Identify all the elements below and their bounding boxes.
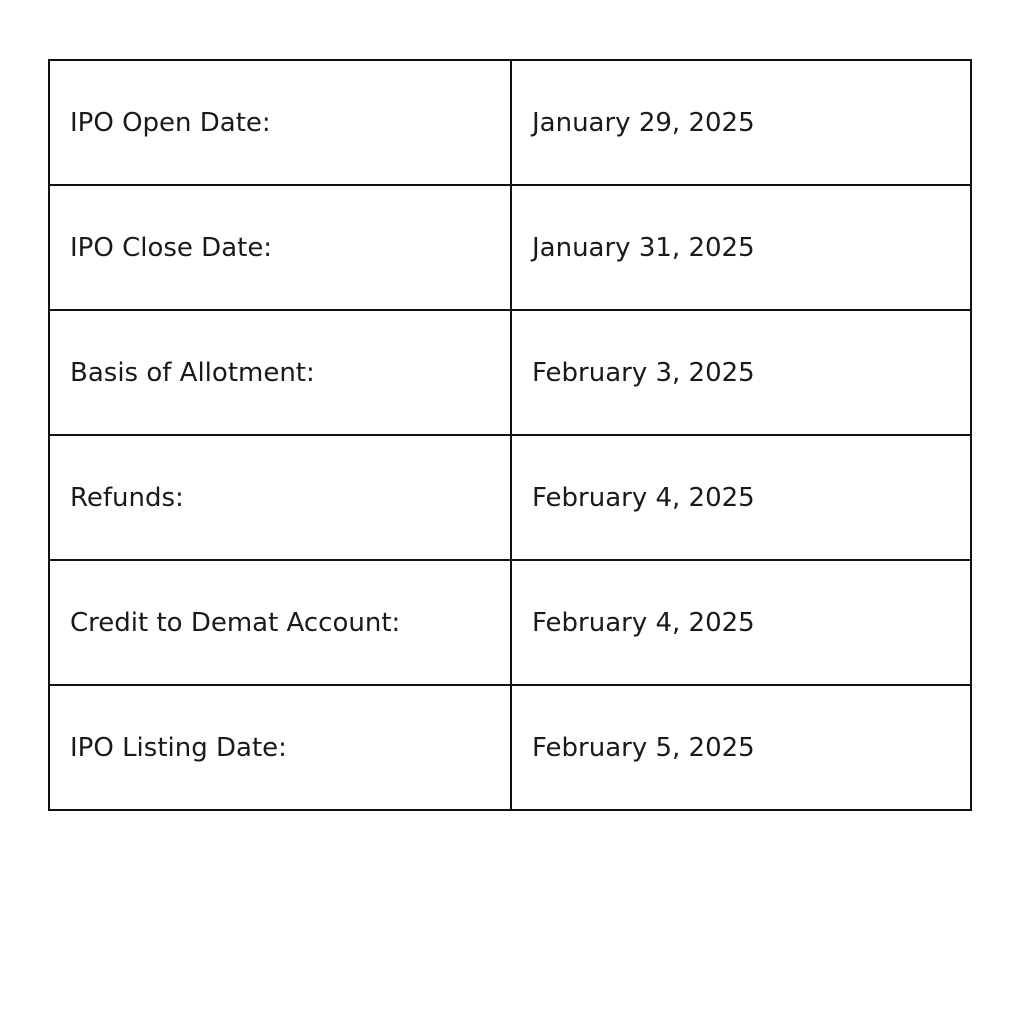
row-value: February 4, 2025 <box>511 435 971 560</box>
row-value: January 31, 2025 <box>511 185 971 310</box>
row-value: February 4, 2025 <box>511 560 971 685</box>
row-value: January 29, 2025 <box>511 60 971 185</box>
row-value: February 3, 2025 <box>511 310 971 435</box>
table-row <box>49 560 971 685</box>
table-row <box>49 310 971 435</box>
row-label: Refunds: <box>49 435 511 560</box>
table-row <box>49 685 971 810</box>
row-label: Credit to Demat Account: <box>49 560 511 685</box>
row-label: IPO Listing Date: <box>49 685 511 810</box>
row-value: February 5, 2025 <box>511 685 971 810</box>
row-label: Basis of Allotment: <box>49 310 511 435</box>
row-label: IPO Close Date: <box>49 185 511 310</box>
table-row <box>49 435 971 560</box>
row-label: IPO Open Date: <box>49 60 511 185</box>
table-row <box>49 185 971 310</box>
ipo-schedule-table <box>48 59 972 811</box>
table-row <box>49 60 971 185</box>
